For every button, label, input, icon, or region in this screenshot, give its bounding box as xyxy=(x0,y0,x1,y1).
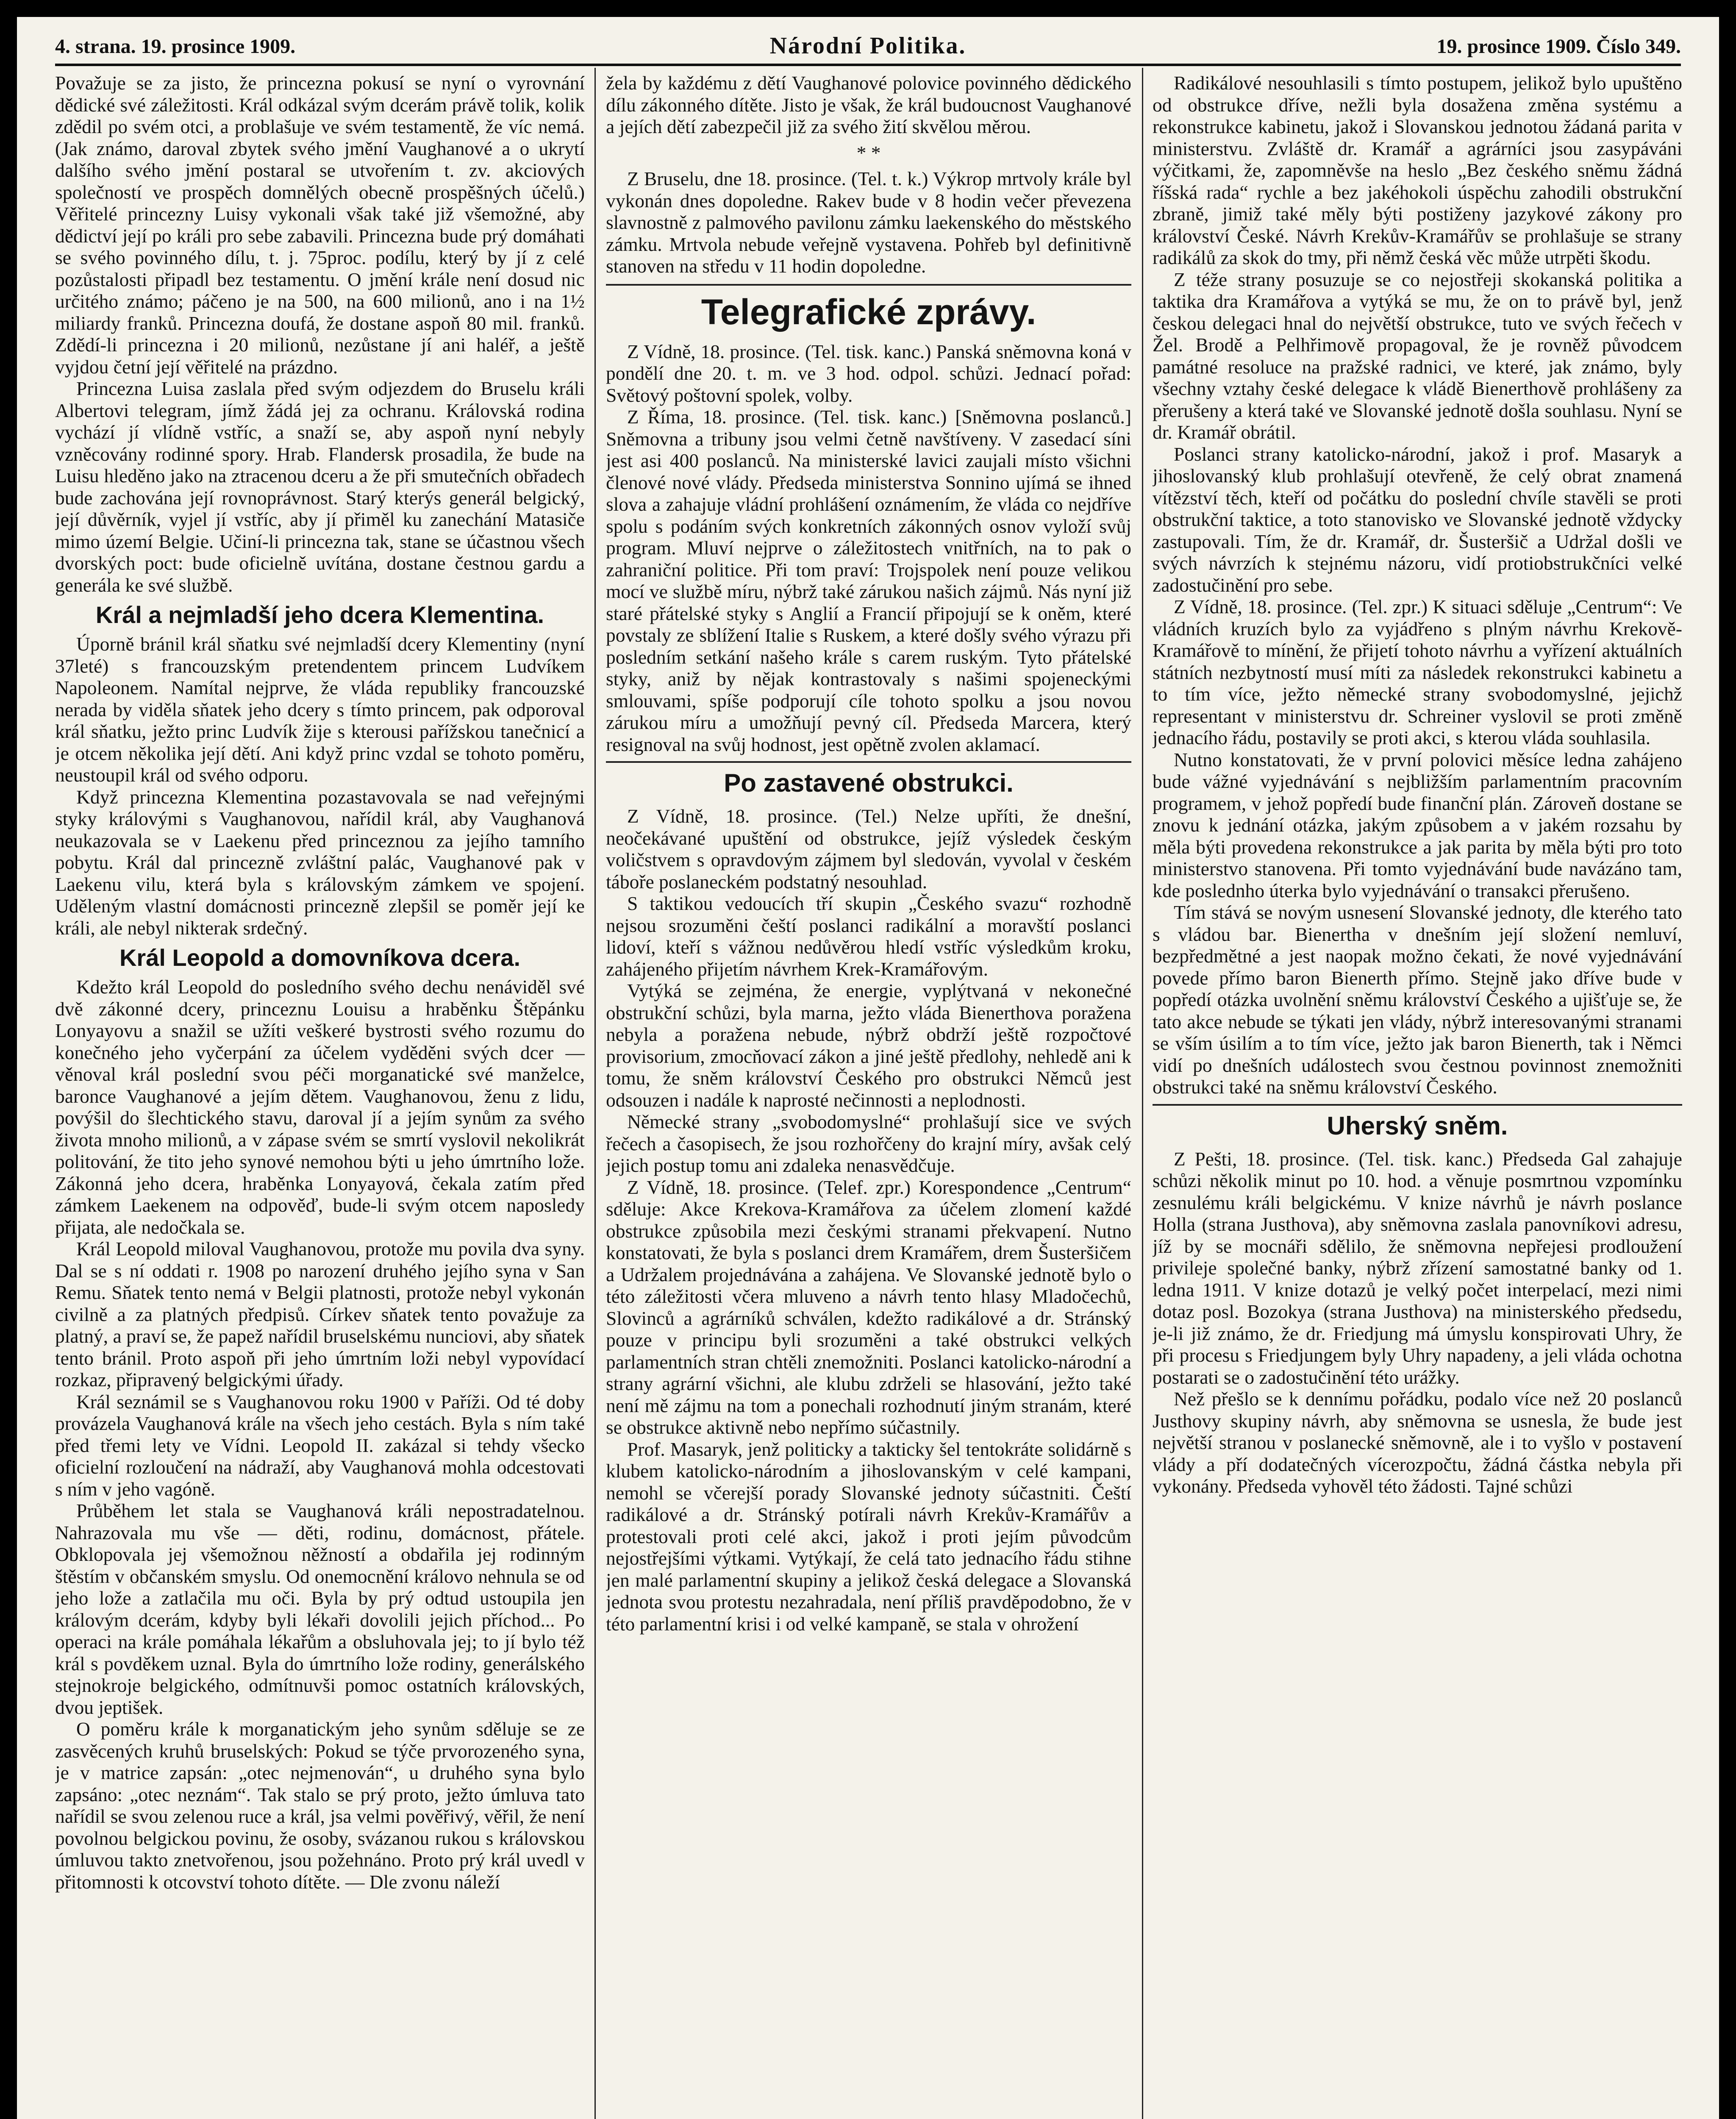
column-3 xyxy=(1153,72,1682,2119)
article-paragraph: Král seznámil se s Vaughanovou roku 1900 v Paříži. Od té doby provázela Vaughanová krále na všech jeho cestách. Byla s ním také před třemi lety ve Vídni. Leopold II. zakázal si tehdy všecko oficielní rozloučení na nádraží, aby Vaughanová mohla odcestovati s ním v jeho vagóně. xyxy=(55,1390,585,1500)
article-paragraph: Považuje se za jisto, že princezna pokusí se nyní o vyrovnání dědické své záležitosti. Král odkázal svým dcerám právě tolik, kolik zdědil po svém otci, a problašuje ve svém testamentě, že víc nemá. (Jak známo, daroval zbytek svého jmění Vaughanové a o ukrytí dalšího svého jmění postaral se utvořením t. zv. akciových společností ve prospěch domnělých obecně prospěšných účelů.) Věřitelé princezny Luisy vykonali však také již všemožné, aby dědictví její po králi pro sebe zabavili. Princezna bude prý domáhati se svého povinného dílu, t. j. 75proc. podílu, který by jí z celé pozůstalosti připadl bez testamentu. O jmění krále není dosud nic určitého známo; páčeno je na 500, na 600 milionů, ano i na 1½ miliardy franků. Princezna doufá, že dostane aspoň 80 mil. franků. Zdědí-li princezna i 20 milionů, nezůstane jí ani haléř, a ještě vyjdou četní její věřitelé na prázdno. xyxy=(55,72,585,378)
article-paragraph: žela by každému z dětí Vaughanové polovice povinného dědického dílu zákonného dítěte. Jisto je však, že král budoucnost Vaughanové a jejích dětí zabezpečil již za svého žití skvělou měrou. xyxy=(606,72,1131,137)
column-divider xyxy=(1142,68,1143,2119)
section-heading: Telegrafické zprávy. xyxy=(606,284,1131,333)
article-paragraph: Z Vídně, 18. prosince. (Tel. zpr.) K situaci sděluje „Centrum“: Ve vládních kruzích bylo za vyjádřeno s plným návrhu Krekově-Kramářově to mínění, že přijetí tohoto návrhu a vyřízení aktuálních státních nezbytností musí míti za následek rekonstrukci kabinetu a to tím více, ježto německé strany svobodomyslné, jejichž representant v ministerstvu dr. Schreiner vyslovil se proti změně jednacího řádu, postavily se proti akci, s kterou vláda souhlasila. xyxy=(1153,596,1682,748)
header-left: 4. strana. 19. prosince 1909. xyxy=(55,35,296,58)
article-paragraph: Průběhem let stala se Vaughanová králi nepostradatelnou. Nahrazovala mu vše — děti, rodinu, domácnost, přátele. Obklopovala jej všemožnou něžností a obdařila jej rodinným štěstím v občanském smyslu. Od onemocnění královo nehnula se od jeho lože a zatlačila mu oči. Byla by prý odtud ustoupila jen královým dcerám, kdyby byli lékaři dovolili jejich příchod... Po operaci na krále pomáhala lékařům a obsluhovala jej; to jí bylo též král s povděkem uznal. Byla do úmrtního lože rodiny, generálského stejnokroje belgického, odmítnuvši pomoc ostatních královských, dvou jeptišek. xyxy=(55,1500,585,1718)
newspaper-title: Národní Politika. xyxy=(769,33,967,59)
section-heading: Král a nejmladší jeho dcera Klementina. xyxy=(95,601,544,628)
section-separator: * * xyxy=(856,142,881,164)
column-2 xyxy=(606,72,1131,2119)
article-paragraph: Z Říma, 18. prosince. (Tel. tisk. kanc.) [Sněmovna poslanců.] Sněmovna a tribuny jsou velmi četně navštíveny. V zasedací síni jest asi 400 poslanců. Na ministerské lavici zaujali místo všichni členové nové vlády. Předseda ministerstva Sonnino ujímá se ihned slova a zahajuje vládní prohlášení oznámením, že vláda co nejdříve spolu s podáním svých konkretních zákonných osnov vyloží svůj program. Mluví nejprve o záležitostech vnitřních, na to pak o zahraniční politice. Při tom praví: Trojspolek není pouze velikou mocí ve službě míru, nýbrž také zárukou našich zájmů. Nás nyní již staré přátelské styky s Anglií a Francií připojují se k oněm, které povstaly ze sblížení Italie s Ruskem, a které došly svého výrazu při posledním setkání našeho krále s carem ruským. Tyto přátelské styky, aniž by nějak kontrastovaly s našimi spojeneckými smlouvami, spíše podporují cíle tohoto spolku a jsou novou zárukou míru a umožňují pevný cíl. Předseda Marcera, který resignoval na svůj hodnost, jest opětně zvolen aklamací. xyxy=(606,406,1131,755)
article-paragraph: Prof. Masaryk, jenž politicky a takticky šel tentokráte solidárně s klubem katolicko-národním a jihoslovanským v celé kampani, nemohl se včerejší porady Slovanské jednoty súčastniti. Čeští radikálové a dr. Stránský potírali návrh Krekův-Kramářův a protestovali proti celé akci, jakož i proti jejím původcům nejostřejšími výtkami. Vytýkají, že celá tato jednacího řádu stihne jen malé parlamentní skupiny a jelikož česká delegace a Slovanská jednota svou protestu nezahradala, není příliš pravděpodobno, že v této parlamentní krisi i od velké kampaně, se stala v ohrožení xyxy=(606,1438,1131,1635)
article-paragraph: Vytýká se zejména, že energie, vyplýtvaná v nekonečné obstrukční schůzi, byla marna, ježto vláda Bienerthova poražena nebyla a poražena nebude, nýbrž obdrží ještě rozpočtové provisorium, zmocňovací zákon a jiné ještě předlohy, nehledě ani k tomu, že sněm království Českého pro obstrukci Němců jest odsouzen i nadále k naprosté nečinnosti a neplodnosti. xyxy=(606,980,1131,1111)
article-paragraph: Radikálové nesouhlasili s tímto postupem, jelikož bylo upuštěno od obstrukce dříve, nežli byla dosažena změna systému a rekonstrukce kabinetu, jakož i Slovanskou jednotou žádaná parita v ministerstvu. Zvláště dr. Kramář a agrárníci jsou zasypáváni výčitkami, že, zapomněvše na heslo „Bez českého sněmu žádná říšská rada“ rychle a bez jakéhokoli úspěchu zahodili obstrukční zbraně, jimiž také měly býti postiženy jazykové zákony pro království České. Návrh Krekův-Kramářův se prohlašuje se strany radikálů za skok do tmy, při němž česká věc může utrpěti škodu. xyxy=(1153,72,1682,268)
article-paragraph: Úporně bránil král sňatku své nejmladší dcery Klementiny (nyní 37leté) s francouzským pretendentem princem Ludvíkem Napoleonem. Namítal nejprve, že vláda republiky francouzské nerada by viděla sňatek jeho dcery s tímto princem, pak odporoval král sňatku, ježto princ Ludvík žije s kterousi pařížskou tanečnicí a je otcem několika její dětí. Ani když princ vzdal se tohoto poměru, neustoupil král od svého odporu. xyxy=(55,633,585,786)
article-paragraph: Než přešlo se k dennímu pořádku, podalo více než 20 poslanců Justhovy skupiny návrh, aby sněmovna se usnesla, že bude jest největší stranou v poslanecké sněmovně, ale i to vyšlo v postavení vlády a pří dodatečných vícerozpočtu, žádná částka nebyla při vykonány. Předseda vyhověl této žádosti. Tajné schůzi xyxy=(1153,1388,1682,1497)
article-paragraph: Král Leopold miloval Vaughanovou, protože mu povila dva syny. Dal se s ní oddati r. 1908 po narození druhého jejího syna v San Remu. Sňatek tento nemá v Belgii platnosti, protože nebyl vykonán civilně a za platných předpisů. Církev sňatek tento považuje za platný, a praví se, že papež nařídil bruselskému nunciovi, aby sňatek tento bránil. Proto aspoň při jeho úmrtním loži nebyl vypovídací rozkaz, připravený belgickými úřady. xyxy=(55,1238,585,1390)
article-paragraph: Když princezna Klementina pozastavovala se nad veřejnými styky královými s Vaughanovou, nařídil král, aby Vaughanová neukazovala se v Laekenu před princeznou za jejího tamního pobytu. Král dal princezně zvláštní palác, Vaughanové pak v Laekenu vilu, která byla s královským zámkem ve spojení. Uděleným vlastní domácnosti princezně zlepšil se poměr její ke králi, ale nebyl nikterak srdečný. xyxy=(55,786,585,939)
page-header xyxy=(55,25,1681,66)
article-paragraph: Kdežto král Leopold do posledního svého dechu nenáviděl své dvě zákonné dcery, princeznu Louisu a hraběnku Štěpánku Lonyayovu a snažil se užíti veškeré bystrosti svého rozumu do konečného jeho vyčerpání za účelem vyděděni svých dcer — věnoval král poslední svou péči morganatické své manželce, baronce Vaughanové a jejím dětem. Vaughanovou, ženu z lidu, povýšil do šlechtického stavu, daroval jí a jejím synům za svého života mnoho milionů, a v zápase svém se smrtí vyslovil nekolikrát politování, že tito jeho synové nemohou býti u jeho úmrtního lože. Zákonná jeho dcera, hraběnka Lonyayová, čekala zatím před zámkem Laekenem na odpověď, bude-li svým otcem naposledy přijata, ale nedočkala se. xyxy=(55,976,585,1238)
header-right: 19. prosince 1909. Číslo 349. xyxy=(1436,35,1681,58)
article-paragraph: Z Vídně, 18. prosince. (Tel. tisk. kanc.) Panská sněmovna koná v pondělí dne 20. t. m. ve 3 hod. odpol. schůzi. Jednací pořad: Světový poštovní spolek, volby. xyxy=(606,340,1131,406)
section-heading: Po zastavené obstrukci. xyxy=(606,761,1131,799)
article-paragraph: Z Vídně, 18. prosince. (Tel.) Nelze upříti, že dnešní, neočekávané upuštění od obstrukce, jejíž výsledek českým voličstvem s opravdovým zájmem byl sledován, vyvolal v českém táboře poslaneckém podstatný nesouhlad. xyxy=(606,805,1131,893)
article-paragraph: Poslanci strany katolicko-národní, jakož i prof. Masaryk a jihoslovanský klub prohlašují otevřeně, že celý obrat znamená vítězství těch, kteří od počátku do poslední chvíle stavěli se proti obstrukční taktice, a toto stanovisko ve Slovanské jednotě vždycky zastupovali. Tím, že dr. Kramář, dr. Šusteršič a Udržal došli ve svých návrzích k stejnému názoru, vidí protiobstrukčníci velké zadostučinění pro sebe. xyxy=(1153,443,1682,596)
article-paragraph: Tím stává se novým usnesení Slovanské jednoty, dle kterého tato s vládou bar. Bienertha v dnešním její složení nemluví, bezpředmětné a jest naopak možno čekati, že nové vyjednávání povede přímo baron Bienerth přímo. Stejně jako dříve bude v popředí otázka uvolnění sněmu království Českého a ujišťuje se, že tato akce nebude se týkati jen vlády, nýbrž interesovanými stranami se vším úsilím a to tím více, ježto jak baron Bienerth, tak i Němci vidí po dnešních událostech svou čestnou povinnost znemožniti obstrukci také na sněmu království Českého. xyxy=(1153,901,1682,1098)
article-paragraph: S taktikou vedoucích tří skupin „Českého svazu“ rozhodně nejsou srozuměni čeští poslanci radikální a moravští poslanci lidoví, kteří s vážnou nedůvěrou hledí vstříc výsledkům kroku, zahájeného přijetím návrhem Krek-Kramářovým. xyxy=(606,893,1131,980)
newspaper-page xyxy=(17,17,1719,2119)
section-heading: Uherský sněm. xyxy=(1153,1104,1682,1142)
article-paragraph: Princezna Luisa zaslala před svým odjezdem do Bruselu králi Albertovi telegram, jímž žádá jej za ochranu. Královská rodina vychází jí vlídně vstříc, a snaží se, aby aspoň nyní nebyly vzněcovány rodinné spory. Hrab. Flandersk prosadila, že bude na Luisu hleděno jako na ztracenou dceru a že při smutečních obřadech bude zachována její rovnoprávnost. Starý kterýs generál belgický, její důvěrník, vyjel jí vstříc, aby jí přiměl ku zanechání Matasiče mimo území Belgie. Učiní-li princezna tak, stane se účastnou všech dvorských poct: bude oficielně uvítána, dostane čestnou gardu a generála ke své službě. xyxy=(55,378,585,596)
article-paragraph: Z téže strany posuzuje se co nejostřeji skokanská politika a taktika dra Kramářova a vytýká se mu, že on to právě byl, jenž českou delegaci hnal do největší obstrukce, tuto ve svých řečech v Žel. Brodě a Pelhřimově propagoval, že je rovněž původcem památné resoluce na pražské radnici, ve které, jak známo, byly všechny vztahy české delegace k vládě Bienerthově prohlášeny za přerušeny a která také ve Slovanské jednotě došla souhlasu. Nyní se dr. Kramář obrátil. xyxy=(1153,268,1682,443)
column-divider xyxy=(594,68,596,2119)
column-1 xyxy=(55,72,585,2119)
section-heading: Král Leopold a domovníkova dcera. xyxy=(119,944,520,971)
article-paragraph: Z Bruselu, dne 18. prosince. (Tel. t. k.) Výkrop mrtvoly krále byl vykonán dnes dopoledne. Rakev bude v 8 hodin večer převezena slavnostně z palmového pavilonu zámku laekenského do městského zámku. Mrtvola nebude veřejně vystavena. Pohřeb byl definitivně stanoven na středu v 11 hodin dopoledne. xyxy=(606,168,1131,277)
article-paragraph: Nutno konstatovati, že v první polovici měsíce ledna zahájeno bude vážné vyjednávání s nejbližším parlamentním pracovním programem, v jehož popředí bude finanční plán. Zároveň dostane se znovu k jednání otázka, jakým způsobem a v jakém rozsahu by měla býti provedena rekonstrukce a jak parita by měla býti pro toto ministerstvo stanovena. Při tomto vyjednávání bude navázáno tam, kde poslednho úterka bylo vyjednávání o transakci přerušeno. xyxy=(1153,748,1682,901)
article-paragraph: Z Pešti, 18. prosince. (Tel. tisk. kanc.) Předseda Gal zahajuje schůzi několik minut po 10. hod. a věnuje posmrtnou vzpomínku zesnulému králi belgickému. V knize návrhů je návrh poslance Holla (strana Justhova), aby sněmovna zaslala panovníkovi adresu, jíž by se mocnáři sdělilo, že sněmovna nepřejesi prodloužení privileje společné banky, nýbrž zřízení samostatné banky od 1. ledna 1911. V knize dotazů je velký počet interpelací, mezi nimi dotaz posl. Bozokya (strana Justhova) na ministerského předsedu, je-li již známo, že dr. Friedjung má úmyslu konspirovati Uhry, že při procesu s Friedjungem byly Uhry napadeny, a jeli vláda ochotna postarati se o zadostučinění této urážky. xyxy=(1153,1148,1682,1388)
article-paragraph: Německé strany „svobodomyslné“ prohlašují sice ve svých řečech a časopisech, že jsou rozhořčeny do krajní míry, avšak celý jejich postup tomu ani zdaleka nenasvědčuje. xyxy=(606,1111,1131,1176)
article-paragraph: O poměru krále k morganatickým jeho synům sděluje se ze zasvěcených kruhů bruselských: Pokud se týče prvorozeného syna, je v matrice zapsán: „otec nejmenován“, u druhého syna bylo zapsáno: „otec neznám“. Tak stalo se prý proto, ježto úmluva tato nařídil se svou zelenou ruce a král, jsa velmi pověřivý, věřil, že není povolnou belgickou povinu, že osoby, svázanou rukou s královskou úmluvou takto znetvořenou, jsou požehnáno. Proto prý král uvedl v přitomnosti k otcovství tohoto dítěte. — Dle zvonu náleží xyxy=(55,1718,585,1893)
article-paragraph: Z Vídně, 18. prosince. (Telef. zpr.) Korespondence „Centrum“ sděluje: Akce Krekova-Kramářova za účelem zlomení každé obstrukce způsobila mezi českými stranami překvapení. Nutno konstatovati, že byla s poslanci drem Kramářem, drem Šusteršičem a Udržalem projednávána a zahájena. Ve Slovanské jednotě bylo o této záležitosti včera mluveno a návrh tento hlasy Mladočechů, Slovinců a agrárníků schválen, kdežto radikálové a dr. Stránský pouze v principu byli srozuměni a také obstrukci velkých parlamentních stran chtěli znemožniti. Poslanci katolicko-národní a strany agrární všichni, ale klubu zdrželi se hlasování, ježto také není mě zájmu na tom a ponechali rozhodnutí jiným stranám, které se obstrukce aktivně nebo nepřímo súčastnily. xyxy=(606,1176,1131,1438)
